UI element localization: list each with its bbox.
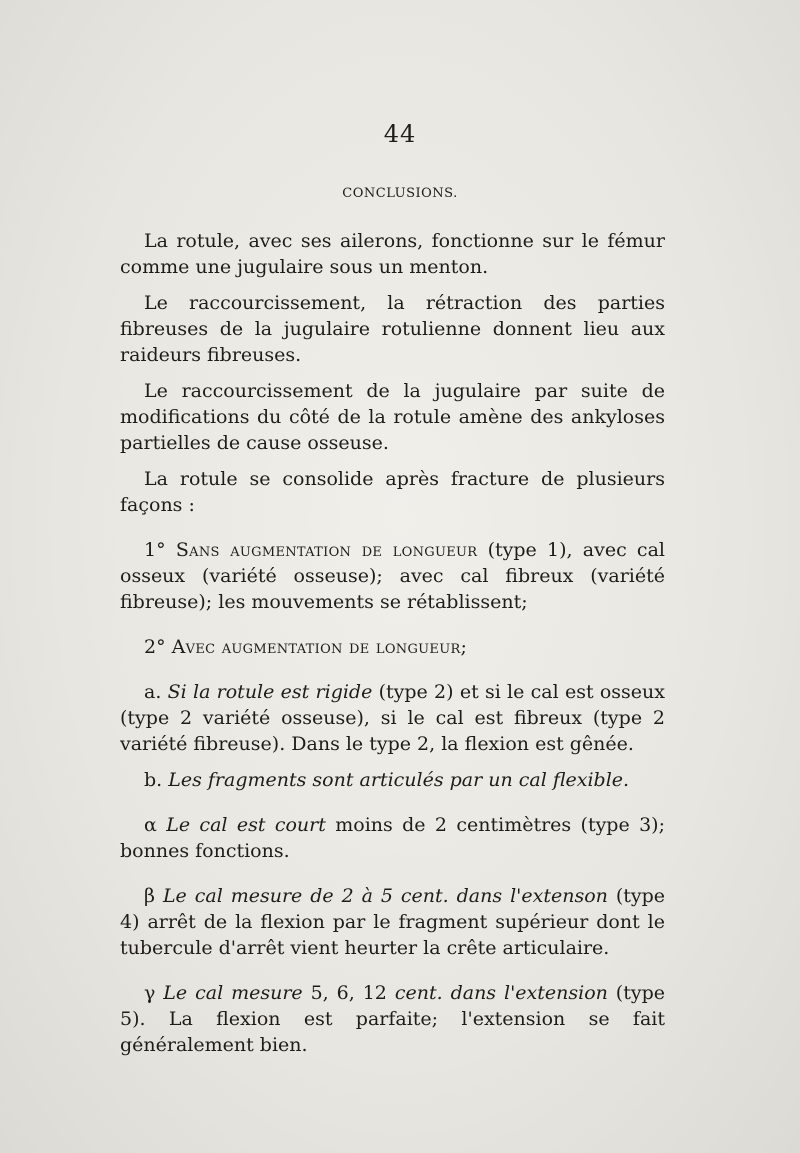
list-item-gamma <box>120 980 665 1058</box>
list-item-beta <box>120 883 665 961</box>
item-2b-italic: Les fragments sont articulés par un cal flexible. <box>168 769 630 791</box>
document-body <box>120 228 665 1058</box>
beta-text: (type 4) arrêt de la flexion par le fragment supérieur dont le tubercule d'arrêt vient heurter la crête articulaire. <box>120 885 666 959</box>
item-2a-italic: Si la rotule est rigide <box>167 681 373 703</box>
paragraph-3: Le raccourcissement de la jugulaire par suite de modifications du côté de la rotule amène des ankyloses partielles de cause osseuse. <box>120 380 665 454</box>
gamma-prefix: γ <box>144 982 164 1004</box>
list-item-alpha <box>120 812 665 864</box>
item-2a-text: (type 2) et si le cal est osseux (type 2 variété osseuse), si le cal est fibreux (type 2 variété fibreuse). Dans le type 2, la flexion est gênée. <box>120 681 665 755</box>
item-1-heading: Sans augmentation de longueur <box>175 539 478 561</box>
gamma-mid: 5, 6, 12 <box>302 982 395 1004</box>
list-item-1 <box>120 537 665 615</box>
list-item-2a <box>120 679 665 757</box>
paragraph-4: La rotule se consolide après fracture de plusieurs façons : <box>120 468 665 516</box>
paragraph-2: Le raccourcissement, la rétraction des parties fibreuses de la jugulaire rotulienne donnent lieu aux raideurs fibreuses. <box>120 292 665 366</box>
beta-italic: Le cal mesure de 2 à 5 cent. dans l'extenson <box>162 885 608 907</box>
item-2-prefix: 2° <box>144 636 172 658</box>
item-2a-prefix: a. <box>144 681 168 703</box>
item-1-text: (type 1), avec cal osseux (variété osseuse); avec cal fibreux (variété fibreuse); les mouvements se rétablissent; <box>120 539 665 613</box>
section-heading: CONCLUSIONS. <box>342 186 458 201</box>
item-2b-prefix: b. <box>144 769 169 791</box>
item-1-prefix: 1° <box>144 539 176 561</box>
item-2-heading: Avec augmentation de longueur <box>171 636 461 658</box>
gamma-italic-2: cent. dans l'extension <box>394 982 608 1004</box>
alpha-text: moins de 2 centimètres (type 3); bonnes fonctions. <box>120 814 665 862</box>
page-number: 44 <box>383 120 417 148</box>
item-2-text: ; <box>460 636 467 658</box>
gamma-text: (type 5). La flexion est parfaite; l'extension se fait généralement bien. <box>120 982 665 1056</box>
beta-prefix: β <box>144 885 163 907</box>
alpha-prefix: α <box>144 814 167 836</box>
list-item-2b <box>120 767 665 793</box>
list-item-2 <box>120 634 665 660</box>
gamma-italic-1: Le cal mesure <box>163 982 303 1004</box>
alpha-italic: Le cal est court <box>166 814 326 836</box>
paragraph-1: La rotule, avec ses ailerons, fonctionne sur le fémur comme une jugulaire sous un menton. <box>120 230 665 278</box>
